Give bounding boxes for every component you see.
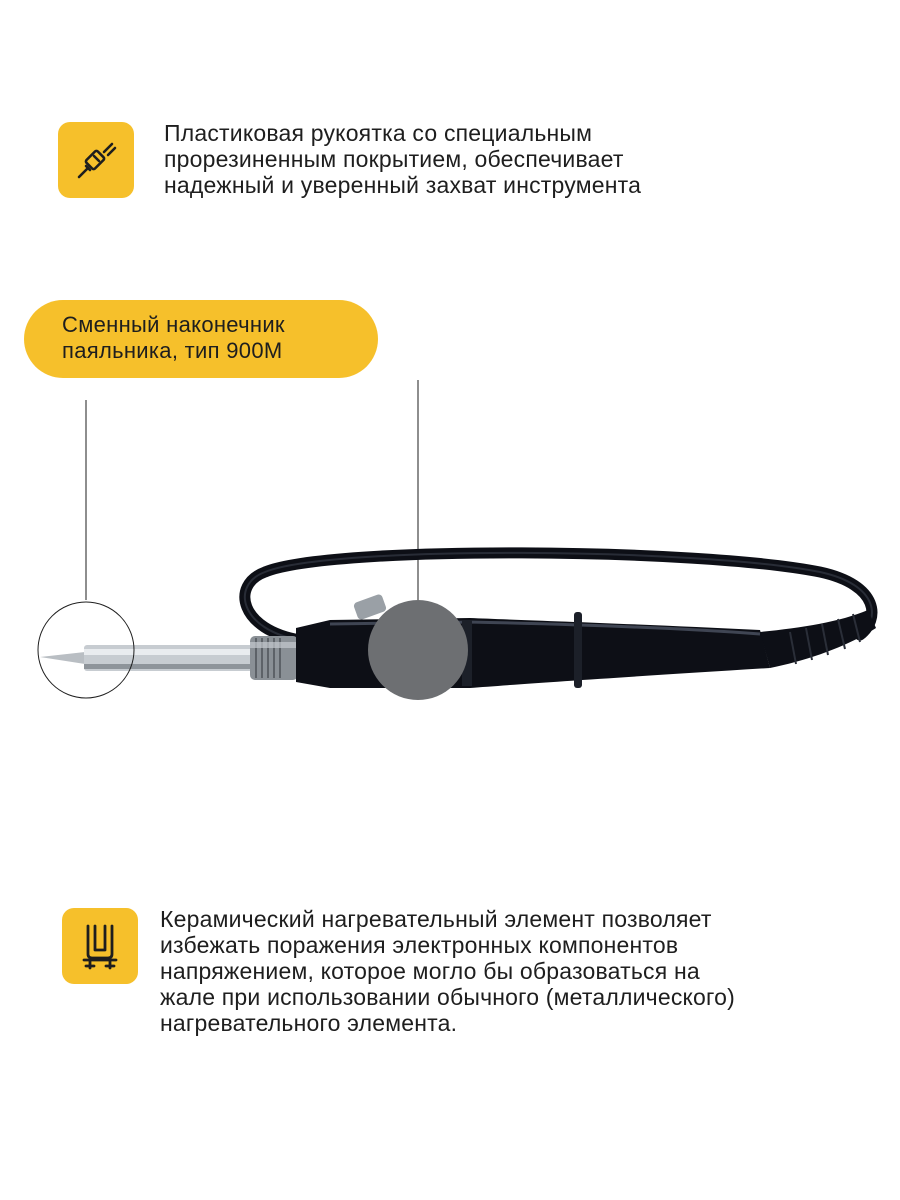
tip-needle	[40, 652, 85, 664]
heater-feature-text: Керамический нагревательный элемент позволяет избежать поражения электронных компонентов напряжением, которое могло бы образоваться на жале при использовании обычного (металлического) нагревательного элемента.	[160, 906, 735, 1036]
ceramic-heater-icon	[76, 920, 124, 972]
soldering-iron-illustration	[0, 380, 900, 740]
handle-feature-text: Пластиковая рукоятка со специальным прорезиненным покрытием, обеспечивает надежный и уверенный захват инструмента	[164, 120, 642, 198]
handle-feature-badge	[58, 122, 134, 198]
handle-body	[296, 618, 770, 688]
heater-feature-badge	[62, 908, 138, 984]
handle-callout-circle	[368, 600, 468, 700]
tip-callout: Сменный наконечник паяльника, тип 900M	[24, 300, 378, 378]
soldering-iron-icon	[72, 136, 120, 184]
